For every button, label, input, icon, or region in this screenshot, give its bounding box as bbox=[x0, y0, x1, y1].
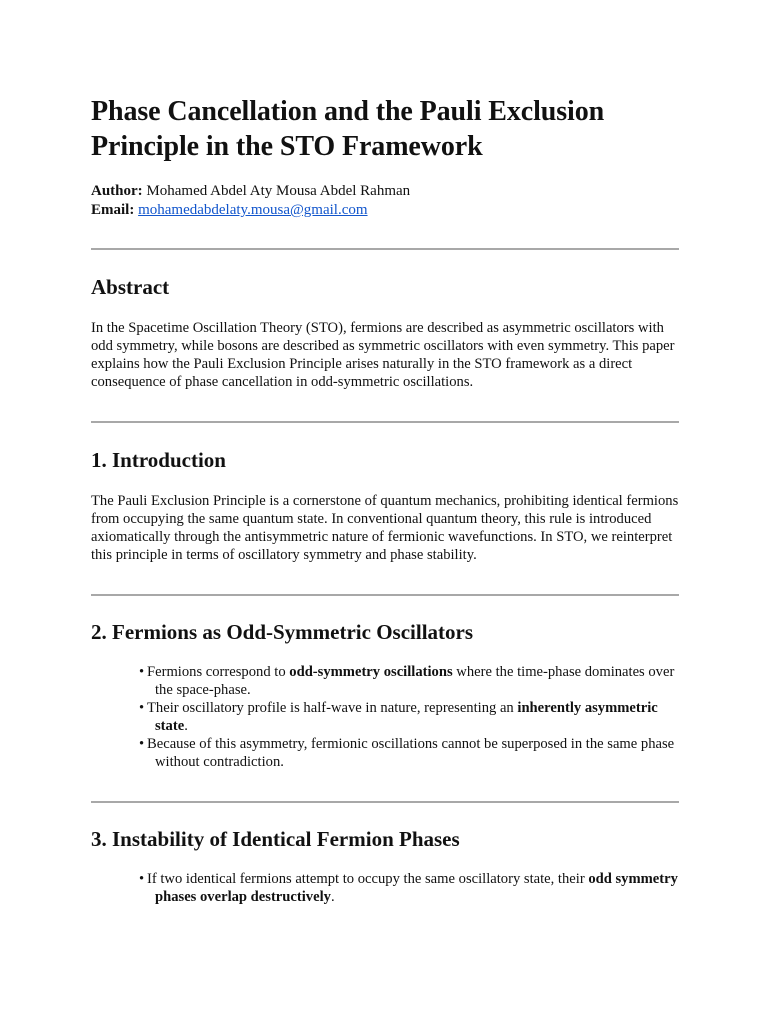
author-label: Author: bbox=[91, 183, 143, 199]
author-line bbox=[91, 182, 679, 201]
list-item bbox=[111, 870, 679, 906]
bullet-icon: • bbox=[139, 871, 145, 887]
section-heading-instability: 3. Instability of Identical Fermion Phases bbox=[91, 827, 460, 851]
list-item-text: Because of this asymmetry, fermionic oscillations cannot be superposed in the same phase without contradiction. bbox=[147, 736, 675, 770]
section-heading-abstract: Abstract bbox=[91, 275, 170, 299]
list-item-emphasis: odd symmetry phases overlap destructively bbox=[155, 871, 678, 905]
author-block bbox=[91, 182, 679, 220]
divider bbox=[91, 421, 679, 423]
bullet-icon: • bbox=[139, 700, 145, 716]
email-label: Email: bbox=[91, 202, 135, 218]
fermions-bullet-list bbox=[91, 663, 679, 771]
bullet-icon: • bbox=[139, 736, 145, 752]
list-item-text: Their oscillatory profile is half-wave in nature, representing an bbox=[147, 700, 518, 716]
list-item-text: If two identical fermions attempt to occupy the same oscillatory state, their bbox=[147, 871, 589, 887]
list-item bbox=[111, 663, 679, 699]
document-title: Phase Cancellation and the Pauli Exclusion Principle in the STO Framework bbox=[91, 96, 605, 162]
list-item-text: where the time-phase dominates over the space-phase. bbox=[155, 664, 675, 698]
list-item-text: . bbox=[330, 889, 335, 905]
section-heading-fermions: 2. Fermions as Odd-Symmetric Oscillators bbox=[91, 620, 474, 644]
introduction-text: The Pauli Exclusion Principle is a cornerstone of quantum mechanics, prohibiting identical fermions from occupying the same quantum state. In conventional quantum theory, this rule is introduced axiomatically through the antisymmetric nature of fermionic wavefunctions. In STO, we reinterpret this principle in terms of oscillatory symmetry and phase stability. bbox=[91, 493, 679, 563]
divider bbox=[91, 594, 679, 596]
divider bbox=[91, 801, 679, 803]
list-item-text: Fermions correspond to bbox=[147, 664, 290, 680]
abstract-text: In the Spacetime Oscillation Theory (STO), fermions are described as asymmetric oscillators with odd symmetry, while bosons are described as symmetric oscillators with even symmetry. This paper explains how the Pauli Exclusion Principle arises naturally in the STO framework as a direct consequence of phase cancellation in odd-symmetric oscillations. bbox=[91, 320, 675, 390]
section-heading-introduction: 1. Introduction bbox=[91, 448, 226, 472]
list-item bbox=[111, 699, 679, 735]
divider bbox=[91, 248, 679, 250]
instability-bullet-list bbox=[91, 870, 679, 906]
document-page bbox=[91, 94, 679, 906]
email-link[interactable]: mohamedabdelaty.mousa@gmail.com bbox=[138, 202, 368, 218]
author-name: Mohamed Abdel Aty Mousa Abdel Rahman bbox=[146, 183, 411, 199]
email-line bbox=[91, 201, 679, 220]
list-item bbox=[111, 735, 679, 771]
bullet-icon: • bbox=[139, 664, 145, 680]
list-item-text: . bbox=[184, 718, 188, 734]
list-item-emphasis: odd-symmetry oscillations bbox=[289, 664, 453, 680]
list-item-emphasis: inherently asymmetric state bbox=[155, 700, 658, 734]
